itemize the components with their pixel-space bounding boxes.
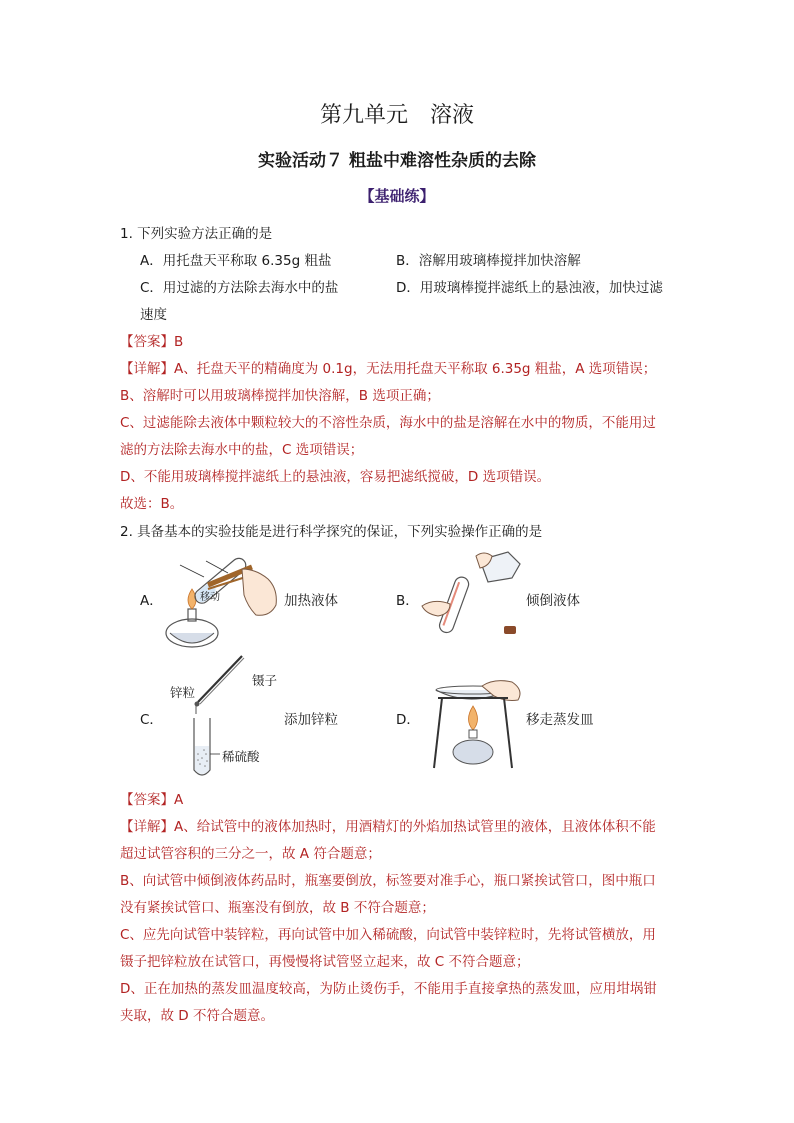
q2-detail-6: 镊子把锌粒放在试管口，再慢慢将试管竖立起来，故 C 不符合题意； [120,954,530,970]
q1-stem: 1. 下列实验方法正确的是 [120,226,273,242]
q2-detail-2: 超过试管容积的三分之一，故 A 符合题意； [120,846,381,862]
q2-option-b-label: 倾倒液体 [526,593,580,609]
heating-liquid-figure [160,545,285,655]
q2-option-a-letter: A． [140,593,163,609]
q2-option-d-label: 移走蒸发皿 [526,712,594,728]
q2-stem: 2. 具备基本的实验技能是进行科学探究的保证，下列实验操作正确的是 [120,524,543,540]
q2-answer: 【答案】A [120,792,184,808]
q2-option-b-letter: B． [396,593,419,609]
q1-option-b: B．溶解用玻璃棒搅拌加快溶解 [396,253,581,269]
q1-detail-1: 【详解】A、托盘天平的精确度为 0.1g，无法用托盘天平称取 6.35g 粗盐，A 选项错误； [120,361,657,377]
q2-detail-7: D、正在加热的蒸发皿温度较高，为防止烫伤手，不能用手直接拿热的蒸发皿，应用坩埚钳 [120,981,657,997]
q1-detail-2: B、溶解时可以用玻璃棒搅拌加快溶解，B 选项正确； [120,388,440,404]
q1-detail-3: C、过滤能除去液体中颗粒较大的不溶性杂质，海水中的盐是溶解在水中的物质，不能用过 [120,415,656,431]
q1-option-c: C．用过滤的方法除去海水中的盐 [140,280,339,296]
q2-detail-4: 没有紧挨试管口、瓶塞没有倒放，故 B 不符合题意； [120,900,435,916]
pouring-liquid-figure [420,548,530,648]
q1-option-d: D．用玻璃棒搅拌滤纸上的悬浊液，加快过滤 [396,280,663,296]
tweezers-label: 镊子 [252,673,278,688]
q2-detail-1: 【详解】A、给试管中的液体加热时，用酒精灯的外焰加热试管里的液体，且液体体积不能 [120,819,656,835]
q2-detail-8: 夹取，故 D 不符合题意。 [120,1008,274,1024]
q1-detail-4: 滤的方法除去海水中的盐，C 选项错误； [120,442,364,458]
q1-detail-6: 故选：B。 [120,496,184,512]
q1-answer: 【答案】B [120,334,184,350]
q2-option-a-label: 加热液体 [284,593,338,609]
zinc-label: 锌粒 [170,685,196,700]
dilute-acid-label: 稀硫酸 [222,749,260,764]
q2-detail-3: B、向试管中倾倒液体药品时，瓶塞要倒放，标签要对准手心，瓶口紧挨试管口，图中瓶口 [120,873,656,889]
page-title: 第九单元 溶液 [319,103,474,128]
q2-detail-5: C、应先向试管中装锌粒，再向试管中加入稀硫酸，向试管中装锌粒时，先将试管横放，用 [120,927,656,943]
q2-option-d-letter: D． [396,712,420,728]
q2-option-c-letter: C． [140,712,163,728]
q1-detail-5: D、不能用玻璃棒搅拌滤纸上的悬浊液，容易把滤纸搅破，D 选项错误。 [120,469,551,485]
q1-option-d-cont: 速度 [140,307,167,323]
q2-option-c-label: 添加锌粒 [284,712,338,728]
q1-option-a: A．用托盘天平称取 6.35g 粗盐 [140,253,332,269]
section-heading: 【基础练】 [359,187,435,205]
moving-evaporating-dish-figure [420,676,530,772]
move-arrow-label: 移动 [200,592,220,603]
page-subtitle: 实验活动７ 粗盐中难溶性杂质的去除 [258,151,536,171]
